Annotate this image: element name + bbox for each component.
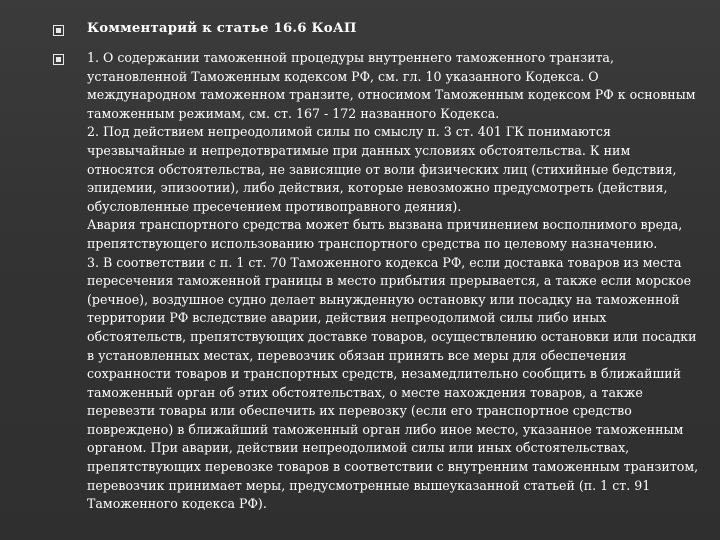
slide-title: Комментарий к статье 16.6 КоАП xyxy=(87,21,357,36)
paragraph-2: 2. Под действием непреодолимой силы по смыслу п. 3 ст. 401 ГК понимаются чрезвычайные и непредотвратимые при данных условиях обстоятельства. К ним относятся обстоятельства, не зависящие от воли физических лиц (стихийные бедствия, эпидемии, эпизоотии), либо действия, которые невозможно предусмотреть (действия, обусловленные пресечением противоправного деяния). xyxy=(87,124,677,214)
paragraph-1: 1. О содержании таможенной процедуры внутреннего таможенного транзита, установленной Таможенным кодексом РФ, см. гл. 10 указанного Кодекса. О международном таможенном транзите, относимом Таможенным кодексом РФ к основным таможенным режимам, см. ст. 167 - 172 названного Кодекса. xyxy=(87,50,696,121)
square-bullet-icon xyxy=(53,54,64,65)
paragraph-4: 3. В соответствии с п. 1 ст. 70 Таможенного кодекса РФ, если доставка товаров из места пересечения таможенной границы в место прибытия прерывается, а также если морское (речное), воздушное судно делает вынужденную остановку или посадку на таможенной территории РФ вследствие аварии, действия непреодолимой силы либо иных обстоятельств, препятствующих доставке товаров, осуществлению остановки или посадки в установленных местах, перевозчик обязан принять все меры для обеспечения сохранности товаров и транспортных средств, незамедлительно сообщить в ближайший таможенный орган об этих обстоятельствах, о месте нахождения товаров, а также перевезти товары или обеспечить их перевозку (если его транспортное средство повреждено) в ближайший таможенный орган либо иное место, указанное таможенным органом. При аварии, действии непреодолимой силы или иных обстоятельствах, препятствующих перевозке товаров в соответствии с внутренним таможенным транзитом, перевозчик принимает меры, предусмотренные вышеуказанной статьей (п. 1 ст. 91 Таможенного кодекса РФ). xyxy=(87,254,699,512)
commentary-body xyxy=(87,49,699,514)
square-bullet-icon xyxy=(53,25,64,36)
paragraph-3: Авария транспортного средства может быть вызвана причинением восполнимого вреда, препятствующего использованию транспортного средства по целевому назначению. xyxy=(87,217,683,251)
